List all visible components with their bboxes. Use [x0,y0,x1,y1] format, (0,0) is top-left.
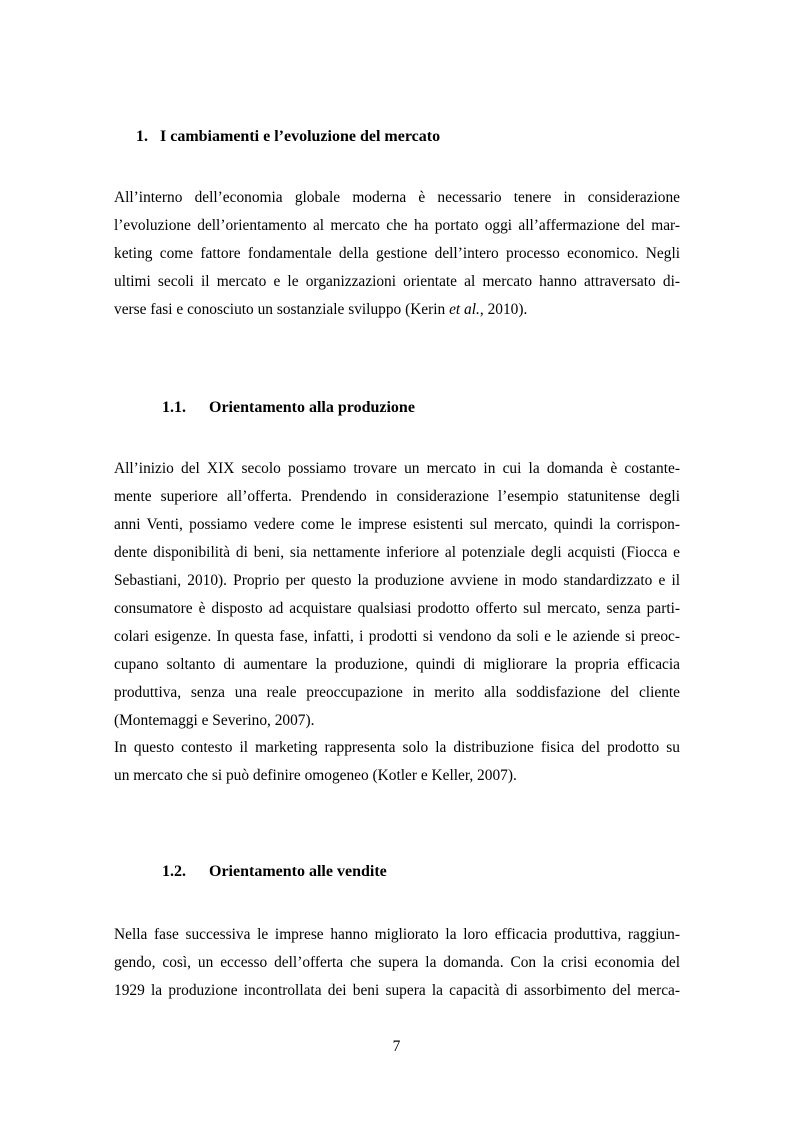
paragraph-line [114,300,680,320]
paragraph-line: Sebastiani, 2010). Proprio per questo la produzione avviene in modo standardizzato e il [114,572,680,589]
subsection-title: Orientamento alle vendite [209,863,387,880]
paragraph-line: un mercato che si può definire omogeneo (Kotler e Keller, 2007). [114,767,517,784]
paragraph-line: dente disponibilità di beni, sia nettamente inferiore al potenziale degli acquisti (Fiocca e [114,544,680,561]
paragraph-line: (Montemaggi e Severino, 2007). [114,712,315,729]
paragraph-line: anni Venti, possiamo vedere come le imprese esistenti sul mercato, quindi la corrispon- [114,516,680,533]
citation-italic: et al. [449,301,480,318]
paragraph-line: cupano soltanto di aumentare la produzione, quindi di migliorare la propria efficacia [114,656,680,673]
section-number: 1. [136,128,148,145]
paragraph-line: All’interno dell’economia globale moderna è necessario tenere in considerazione [114,189,680,206]
subsection-heading [162,862,387,882]
paragraph-line: In questo contesto il marketing rappresenta solo la distribuzione fisica del prodotto su [114,739,680,756]
paragraph-line: mente superiore all’offerta. Prendendo in considerazione l’esempio statunitense degli [114,488,680,505]
subsection-title: Orientamento alla produzione [209,399,415,416]
paragraph-line: gendo, così, un eccesso dell’offerta che supera la domanda. Con la crisi economia del [114,954,680,971]
line-text: , 2010). [479,301,528,318]
paragraph-line: colari esigenze. In questa fase, infatti, i prodotti si vendono da soli e le aziende si preoc- [114,628,680,645]
section-title: I cambiamenti e l’evoluzione del mercato [160,128,441,145]
paragraph-line: 1929 la produzione incontrollata dei beni supera la capacità di assorbimento del merca- [114,982,680,999]
paragraph-line: Nella fase successiva le imprese hanno migliorato la loro efficacia produttiva, raggiun- [114,926,680,943]
section-heading [136,127,440,147]
paragraph-line: keting come fattore fondamentale della gestione dell’intero processo economico. Negli [114,245,680,262]
paragraph-line: l’evoluzione dell’orientamento al mercato che ha portato oggi all’affermazione del mar- [114,217,680,234]
subsection-heading [162,398,415,418]
subsection-number: 1.1. [162,399,186,416]
page-number: 7 [392,1038,401,1055]
paragraph-line: ultimi secoli il mercato e le organizzazioni orientate al mercato hanno attraversato di- [114,273,680,290]
paragraph-line: produttiva, senza una reale preoccupazione in merito alla soddisfazione del cliente [114,684,680,701]
paragraph-line: consumatore è disposto ad acquistare qualsiasi prodotto offerto sul mercato, senza parti- [114,600,680,617]
subsection-number: 1.2. [162,863,186,880]
paragraph-line: All’inizio del XIX secolo possiamo trovare un mercato in cui la domanda è costante- [114,460,680,477]
line-text: verse fasi e conosciuto un sostanziale sviluppo (Kerin [114,301,450,318]
